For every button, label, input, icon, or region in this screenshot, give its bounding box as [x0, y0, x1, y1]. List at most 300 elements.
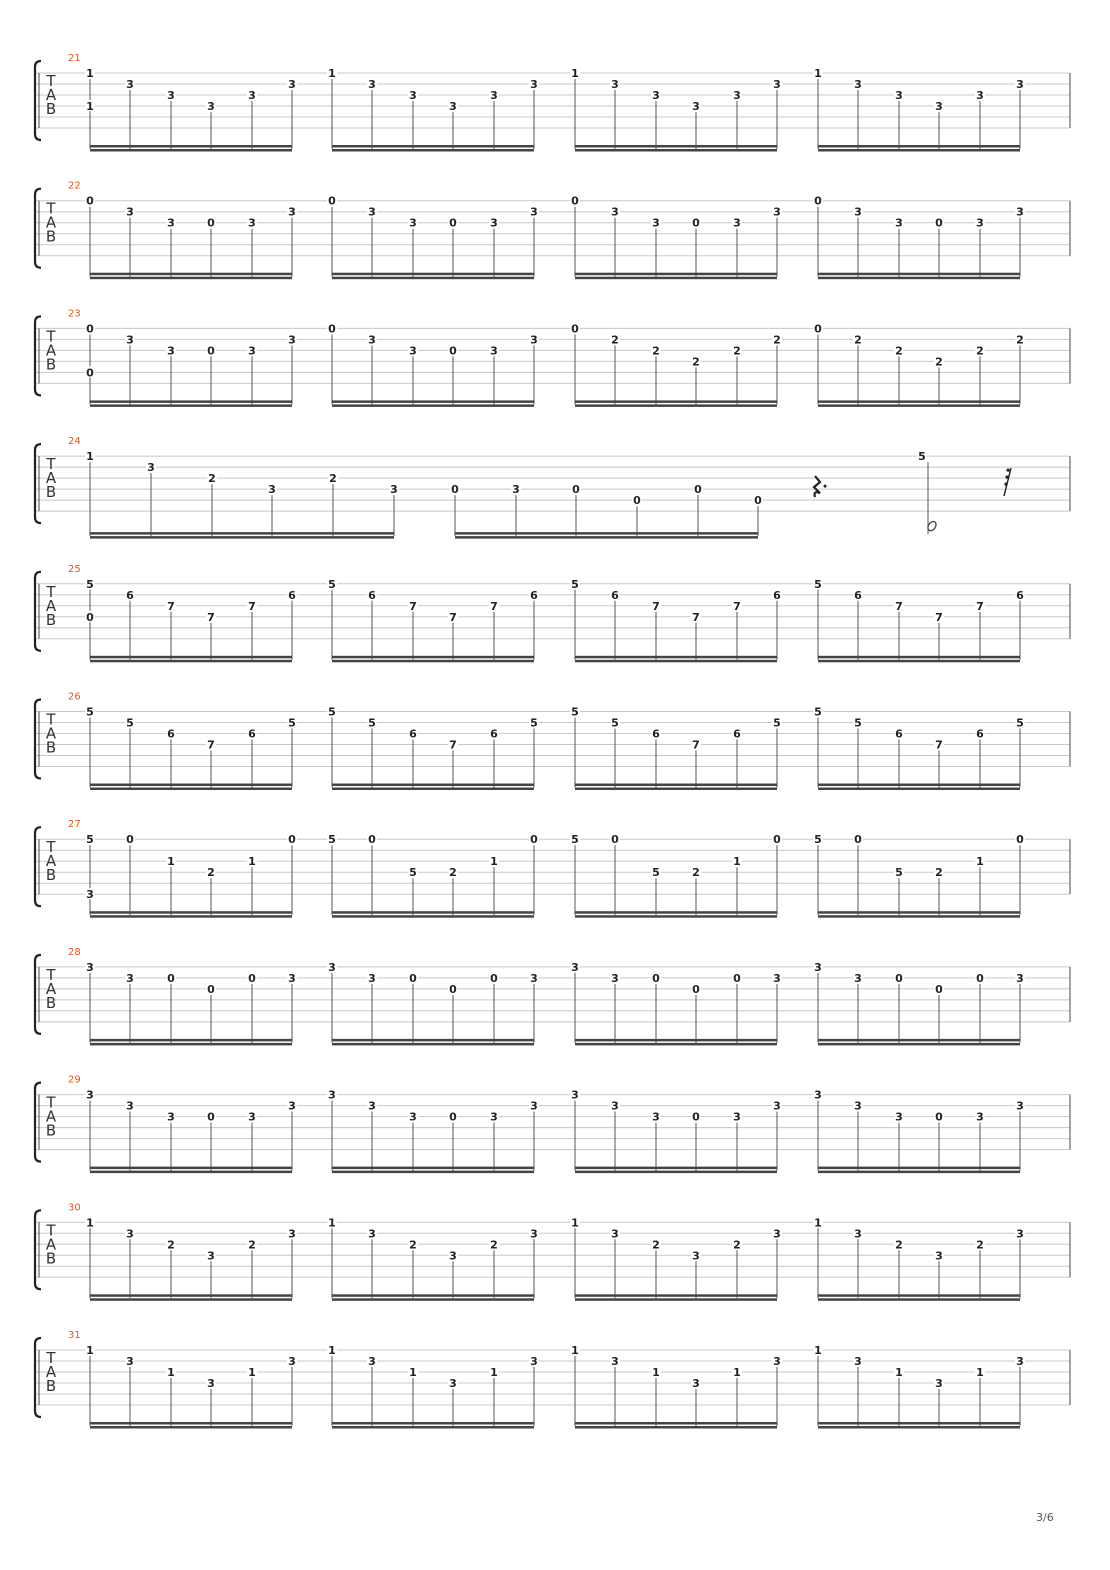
fret-number: 3 [490, 216, 498, 230]
beam-primary [575, 911, 777, 914]
beam-primary [575, 1422, 777, 1425]
fret-number: 3 [611, 1099, 619, 1113]
tab-clef-letter: A [45, 1363, 57, 1381]
fret-number: 3 [248, 1110, 256, 1124]
fret-number: 2 [652, 344, 660, 358]
beam-primary [575, 400, 777, 403]
fret-number: 6 [854, 588, 862, 602]
fret-number: 0 [248, 971, 256, 985]
fret-number: 5 [773, 716, 781, 730]
fret-number: 3 [368, 1355, 376, 1368]
fret-number: 1 [167, 855, 175, 869]
fret-number: 3 [490, 1110, 498, 1124]
fret-number: 3 [854, 78, 862, 91]
measure-number: 21 [68, 53, 81, 64]
fret-number: 2 [692, 355, 700, 369]
fret-number: 5 [854, 716, 862, 730]
fret-number: 0 [86, 366, 94, 380]
beam-secondary [575, 1171, 777, 1174]
fret-number: 3 [611, 1355, 619, 1368]
fret-number: 5 [814, 705, 822, 719]
fret-number: 2 [854, 333, 862, 347]
fret-number: 0 [976, 971, 984, 985]
fret-number: 0 [207, 982, 215, 996]
fret-number: 7 [409, 599, 417, 613]
fret-number: 7 [692, 610, 700, 624]
beam-primary [818, 911, 1020, 914]
beam-secondary [90, 1043, 292, 1046]
fret-number: 0 [754, 494, 762, 508]
beam-primary [90, 1422, 292, 1425]
fret-number: 5 [918, 450, 926, 464]
beam-primary [575, 145, 777, 148]
fret-number: 7 [248, 599, 256, 613]
beam-primary [90, 145, 292, 148]
beam-secondary [90, 660, 292, 663]
fret-number: 0 [490, 971, 498, 985]
measure-number: 24 [68, 436, 81, 448]
tab-clef-letter: T [46, 1349, 56, 1367]
fret-number: 0 [530, 833, 538, 847]
fret-number: 3 [733, 1110, 741, 1124]
beam-primary [90, 1039, 292, 1042]
fret-number: 3 [773, 1099, 781, 1113]
tab-clef-letter: B [45, 1249, 57, 1268]
fret-number: 3 [1016, 1355, 1024, 1368]
fret-number: 2 [773, 333, 781, 347]
fret-number: 0 [167, 971, 175, 985]
fret-number: 1 [976, 855, 984, 869]
fret-number: 7 [895, 599, 903, 613]
measure-number: 28 [68, 946, 81, 958]
beam-secondary [575, 1298, 777, 1301]
fret-number: 3 [449, 1249, 457, 1263]
page-number: 3/6 [1036, 1511, 1054, 1524]
fret-number: 1 [571, 1344, 579, 1357]
fret-number: 3 [895, 216, 903, 230]
fret-number: 0 [611, 833, 619, 847]
fret-number: 2 [895, 344, 903, 358]
fret-number: 1 [167, 1366, 175, 1379]
beam-secondary [575, 660, 777, 663]
fret-number: 3 [368, 971, 376, 985]
tab-clef-letter: A [45, 724, 57, 743]
fret-number: 6 [126, 588, 134, 602]
fret-number: 3 [652, 1110, 660, 1124]
fret-number: 7 [167, 599, 175, 613]
fret-number: 3 [248, 344, 256, 358]
fret-number: 5 [1016, 716, 1024, 730]
tab-system [34, 308, 1070, 407]
fret-number: 5 [86, 577, 94, 591]
tab-clef-letter: B [45, 610, 57, 629]
tab-system [34, 1202, 1070, 1301]
beam-primary [575, 1294, 777, 1297]
beam-secondary [332, 1426, 534, 1429]
fret-number: 0 [814, 194, 822, 208]
fret-number: 7 [207, 610, 215, 624]
tab-clef-letter: B [45, 1121, 57, 1140]
tab-clef-letter: T [46, 965, 56, 984]
fret-number: 3 [773, 1355, 781, 1368]
fret-number: 0 [652, 971, 660, 985]
measure-number: 22 [68, 180, 81, 192]
fret-number: 3 [1016, 78, 1024, 91]
beam-primary [332, 911, 534, 914]
fret-number: 1 [571, 1216, 579, 1230]
fret-number: 0 [935, 1110, 943, 1124]
fret-number: 5 [328, 577, 336, 591]
fret-number: 1 [814, 67, 822, 80]
beam-primary [818, 1422, 1020, 1425]
fret-number: 1 [490, 1366, 498, 1379]
tab-clef-letter: T [46, 1221, 56, 1240]
fret-number: 6 [773, 588, 781, 602]
beam-primary [332, 273, 534, 276]
tab-clef-letter: B [45, 866, 57, 885]
beam-secondary [575, 277, 777, 280]
beam-secondary [332, 1171, 534, 1174]
fret-number: 0 [733, 971, 741, 985]
fret-number: 3 [368, 1099, 376, 1113]
fret-number: 3 [368, 78, 376, 91]
fret-number: 3 [854, 205, 862, 219]
fret-number: 5 [895, 866, 903, 880]
fret-number: 3 [854, 1227, 862, 1241]
fret-number: 0 [895, 971, 903, 985]
tab-system [34, 819, 1070, 918]
fret-number: 5 [571, 833, 579, 847]
beam-secondary [818, 1171, 1020, 1174]
tab-clef-letter: A [45, 1235, 57, 1254]
measure-number: 26 [68, 691, 81, 703]
fret-number: 3 [530, 971, 538, 985]
fret-number: 2 [248, 1238, 256, 1252]
fret-number: 3 [126, 205, 134, 219]
fret-number: 3 [530, 205, 538, 219]
fret-number: 3 [248, 216, 256, 230]
fret-number: 7 [935, 610, 943, 624]
tab-system [34, 564, 1070, 663]
fret-number: 0 [368, 833, 376, 847]
beam-primary [332, 1039, 534, 1042]
beam-secondary [575, 1426, 777, 1429]
beam-primary [818, 1294, 1020, 1297]
fret-number: 3 [976, 216, 984, 230]
fret-number: 3 [773, 971, 781, 985]
fret-number: 3 [409, 344, 417, 358]
fret-number: 3 [86, 960, 94, 974]
fret-number: 3 [207, 100, 215, 113]
fret-number: 3 [147, 461, 155, 475]
fret-number: 3 [390, 483, 398, 497]
fret-number: 3 [530, 78, 538, 91]
fret-number: 7 [935, 738, 943, 752]
fret-number: 3 [126, 333, 134, 347]
fret-number: 3 [530, 1355, 538, 1368]
fret-number: 0 [449, 216, 457, 230]
fret-number: 3 [86, 1088, 94, 1102]
beam-secondary [90, 1426, 292, 1429]
fret-number: 0 [692, 982, 700, 996]
fret-number: 3 [288, 971, 296, 985]
beam-secondary [818, 1426, 1020, 1429]
fret-number: 3 [1016, 971, 1024, 985]
beam-secondary [818, 149, 1020, 152]
measure-number: 27 [68, 819, 81, 831]
beam-secondary [818, 1043, 1020, 1046]
fret-number: 3 [1016, 1099, 1024, 1113]
fret-number: 3 [976, 1110, 984, 1124]
fret-number: 3 [288, 1355, 296, 1368]
measure-number: 30 [68, 1202, 81, 1214]
fret-number: 0 [86, 194, 94, 208]
fret-number: 3 [611, 78, 619, 91]
fret-number: 6 [248, 727, 256, 741]
tab-clef-letter: A [45, 1107, 57, 1126]
fret-number: 3 [976, 89, 984, 102]
fret-number: 3 [207, 1377, 215, 1390]
tab-clef-letter: A [45, 596, 57, 615]
beam-primary [332, 1294, 534, 1297]
beam-secondary [332, 788, 534, 791]
fret-number: 3 [935, 100, 943, 113]
fret-number: 0 [1016, 833, 1024, 847]
fret-number: 3 [1016, 1227, 1024, 1241]
fret-number: 3 [126, 971, 134, 985]
beam-primary [332, 1422, 534, 1425]
fret-number: 3 [692, 1377, 700, 1390]
fret-number: 3 [571, 1088, 579, 1102]
tab-clef-letter: A [45, 979, 57, 998]
fret-number: 5 [288, 716, 296, 730]
tab-clef-letter: B [45, 355, 57, 374]
fret-number: 0 [935, 982, 943, 996]
fret-number: 1 [490, 855, 498, 869]
fret-number: 1 [733, 1366, 741, 1379]
fret-number: 5 [571, 705, 579, 719]
beam-secondary [90, 277, 292, 280]
fret-number: 1 [86, 1216, 94, 1230]
beam-secondary [90, 149, 292, 152]
thirtysecond-rest-symbol [1004, 468, 1011, 496]
fret-number: 2 [409, 1238, 417, 1252]
beam-secondary [818, 404, 1020, 407]
fret-number: 3 [611, 205, 619, 219]
fret-number: 3 [328, 960, 336, 974]
fret-number: 0 [449, 344, 457, 358]
fret-number: 6 [368, 588, 376, 602]
beam-primary [455, 532, 758, 535]
beam-primary [332, 1167, 534, 1170]
fret-number: 3 [409, 89, 417, 102]
fret-number: 0 [86, 322, 94, 336]
tab-clef-letter: A [45, 341, 57, 360]
fret-number: 0 [328, 194, 336, 208]
fret-number: 0 [207, 1110, 215, 1124]
tab-clef-letter: B [45, 483, 57, 502]
tab-clef-letter: T [46, 72, 56, 90]
measure-number: 31 [68, 1330, 81, 1341]
fret-number: 3 [814, 1088, 822, 1102]
fret-number: 3 [692, 100, 700, 113]
fret-number: 1 [328, 1216, 336, 1230]
tab-clef-letter: B [45, 227, 57, 246]
tab-clef-letter: A [45, 469, 57, 488]
tab-system [34, 692, 1070, 791]
fret-number: 3 [490, 344, 498, 358]
fret-number: 7 [490, 599, 498, 613]
fret-number: 0 [449, 1110, 457, 1124]
fret-number: 0 [935, 216, 943, 230]
fret-number: 5 [814, 833, 822, 847]
measure-number: 23 [68, 308, 81, 320]
beam-secondary [90, 404, 292, 407]
fret-number: 0 [449, 982, 457, 996]
fret-number: 1 [652, 1366, 660, 1379]
fret-number: 5 [814, 577, 822, 591]
beam-secondary [90, 536, 394, 539]
fret-number: 3 [328, 1088, 336, 1102]
tab-system [34, 181, 1070, 280]
fret-number: 1 [86, 1344, 94, 1357]
fret-number: 5 [328, 833, 336, 847]
beam-primary [818, 400, 1020, 403]
fret-number: 3 [268, 483, 276, 497]
fret-number: 5 [328, 705, 336, 719]
fret-number: 3 [530, 333, 538, 347]
tab-system [34, 436, 1070, 538]
beam-primary [575, 1039, 777, 1042]
beam-primary [575, 1167, 777, 1170]
beam-primary [90, 273, 292, 276]
fret-number: 0 [451, 483, 459, 497]
fret-number: 7 [207, 738, 215, 752]
fret-number: 2 [692, 866, 700, 880]
beam-secondary [818, 277, 1020, 280]
fret-number: 3 [207, 1249, 215, 1263]
fret-number: 0 [814, 322, 822, 336]
fret-number: 3 [733, 216, 741, 230]
beam-secondary [332, 660, 534, 663]
beam-secondary [90, 1298, 292, 1301]
fret-number: 3 [692, 1249, 700, 1263]
fret-number: 3 [652, 89, 660, 102]
fret-number: 3 [895, 89, 903, 102]
fret-number: 3 [368, 205, 376, 219]
fret-number: 3 [773, 1227, 781, 1241]
beam-secondary [575, 915, 777, 918]
fret-number: 1 [86, 67, 94, 80]
fret-number: 0 [692, 216, 700, 230]
fret-number: 3 [571, 960, 579, 974]
fret-number: 1 [86, 450, 94, 464]
fret-number: 3 [288, 205, 296, 219]
beam-secondary [332, 915, 534, 918]
quarter-rest-symbol [814, 476, 820, 497]
fret-number: 1 [814, 1344, 822, 1357]
fret-number: 6 [288, 588, 296, 602]
beam-secondary [90, 1171, 292, 1174]
fret-number: 5 [611, 716, 619, 730]
tab-clef-letter: T [46, 838, 56, 857]
rest-flag-dot [1005, 476, 1008, 479]
beam-primary [90, 1294, 292, 1297]
beam-primary [818, 784, 1020, 787]
beam-secondary [455, 536, 758, 539]
fret-number: 6 [895, 727, 903, 741]
fret-number: 7 [733, 599, 741, 613]
fret-number: 3 [854, 971, 862, 985]
fret-number: 3 [814, 960, 822, 974]
fret-number: 5 [86, 833, 94, 847]
beam-secondary [818, 788, 1020, 791]
fret-number: 7 [692, 738, 700, 752]
fret-number: 3 [288, 333, 296, 347]
fret-number: 3 [288, 1099, 296, 1113]
fret-number: 0 [409, 971, 417, 985]
fret-number: 3 [1016, 205, 1024, 219]
fret-number: 0 [207, 216, 215, 230]
fret-number: 6 [733, 727, 741, 741]
fret-number: 3 [167, 89, 175, 102]
fret-number: 6 [611, 588, 619, 602]
fret-number: 2 [329, 472, 337, 486]
fret-number: 3 [490, 89, 498, 102]
fret-number: 3 [449, 100, 457, 113]
beam-primary [575, 656, 777, 659]
fret-number: 0 [207, 344, 215, 358]
beam-secondary [332, 277, 534, 280]
fret-number: 3 [854, 1355, 862, 1368]
beam-primary [818, 1039, 1020, 1042]
fret-number: 2 [935, 355, 943, 369]
beam-primary [575, 273, 777, 276]
fret-number: 5 [571, 577, 579, 591]
fret-number: 0 [571, 194, 579, 208]
fret-number: 0 [773, 833, 781, 847]
fret-number: 1 [328, 1344, 336, 1357]
fret-number: 6 [1016, 588, 1024, 602]
fret-number: 3 [611, 971, 619, 985]
beam-primary [90, 656, 292, 659]
fret-number: 3 [248, 89, 256, 102]
fret-number: 1 [571, 67, 579, 80]
fret-number: 3 [530, 1099, 538, 1113]
fret-number: 2 [733, 1238, 741, 1252]
beam-secondary [332, 149, 534, 152]
fret-number: 5 [126, 716, 134, 730]
fret-number: 2 [895, 1238, 903, 1252]
fret-number: 3 [126, 1227, 134, 1241]
tab-clef-letter: T [46, 1093, 56, 1112]
tab-clef-letter: B [45, 738, 57, 757]
fret-number: 0 [126, 833, 134, 847]
beam-secondary [575, 149, 777, 152]
beam-secondary [332, 1043, 534, 1046]
fret-number: 6 [976, 727, 984, 741]
fret-number: 1 [86, 100, 94, 113]
fret-number: 3 [449, 1377, 457, 1390]
beam-primary [818, 145, 1020, 148]
fret-number: 3 [512, 483, 520, 497]
beam-primary [90, 1167, 292, 1170]
fret-number: 3 [126, 78, 134, 91]
fret-number: 3 [854, 1099, 862, 1113]
fret-number: 0 [854, 833, 862, 847]
tab-clef-letter: B [45, 993, 57, 1012]
fret-number: 2 [449, 866, 457, 880]
